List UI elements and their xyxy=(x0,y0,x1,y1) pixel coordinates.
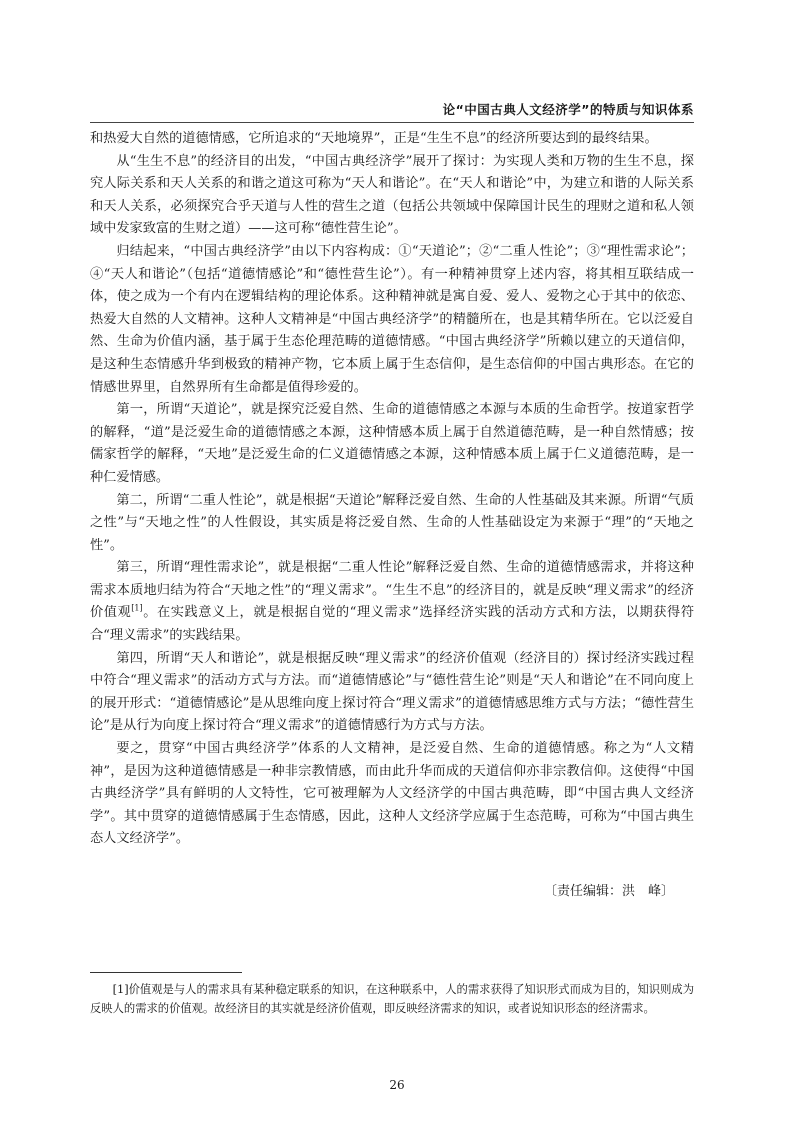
paragraph: 从“生生不息”的经济目的出发，“中国古典经济学”展开了探讨：为实现人类和万物的生生不息，探究人际关系和天人关系的和谐之道这可称为“天人和谐论”。在“天人和谐论”中，为建立和谐的人际关系和天人关系，必须探究合乎天道与人性的营生之道（包括公共领域中保障国计民生的理财之道和私人领域中发家致富的生财之道）——这可称“德性营生论”。 xyxy=(90,153,694,237)
paragraph xyxy=(90,557,694,647)
page-number: 26 xyxy=(389,1078,405,1092)
footnote-divider xyxy=(90,972,242,973)
paragraph: 第二，所谓“二重人性论”，就是根据“天道论”解释泛爱自然、生命的人性基础及其来源。所谓“气质之性”与“天地之性”的人性假设，其实质是将泛爱自然、生命的人性基础设定为来源于“理”的“天地之性”。 xyxy=(90,492,694,553)
paragraph: 第四，所谓“天人和谐论”，就是根据反映“理义需求”的经济价值观（经济目的）探讨经济实践过程中符合“理义需求”的活动方式与方法。而“道德情感论”与“德性营生论”则是“天人和谐论”在不同向度上的展开形式：“道德情感论”是从思维向度上探讨符合“理义需求”的道德情感思维方式与方法；“德性营生论”是从行为向度上探讨符合“理义需求”的道德情感行为方式与方法。 xyxy=(90,650,694,734)
footnote xyxy=(90,980,694,1018)
paragraph-text: 。在实践意义上，就是根据自觉的“理义需求”选择经济实践的活动方式和方法，以期获得符合“理义需求”的实践结果。 xyxy=(90,605,695,644)
paragraph: 要之，贯穿“中国古典经济学”体系的人文精神，是泛爱自然、生命的道德情感。称之为“人文精神”，是因为这种道德情感是一种非宗教情感，而由此升华而成的天道信仰亦非宗教信仰。这使得“中国古典经济学”具有鲜明的人文特性，它可被理解为人文经济学的中国古典范畴，即“中国古典人文经济学”。其中贯穿的道德情感属于生态情感，因此，这种人文经济学应属于生态范畴，可称为“中国古典生态人文经济学”。 xyxy=(90,741,694,847)
paragraph: 和热爱大自然的道德情感，它所追求的“天地境界”，正是“生生不息”的经济所要达到的最终结果。 xyxy=(90,131,658,146)
running-header: 论“中国古典人文经济学”的特质与知识体系 xyxy=(90,100,694,123)
editor-credit: 〔责任编辑：洪 峰〕 xyxy=(543,884,674,899)
paragraph-text: 第三，所谓“理性需求论”，就是根据“二重人性论”解释泛爱自然、生命的道德情感需求，并将这种需求本质地归结为符合“天地之性”的“理义需求”。“生生不息”的经济目的，就是反映“理义需求”的经济价值观 xyxy=(90,560,694,621)
paragraph: 归结起来，“中国古典经济学”由以下内容构成：①“天道论”；②“二重人性论”；③“理性需求论”；④“天人和谐论”（包括“道德情感论”和“德性营生论”）。有一种精神贯穿上述内容，将其相互联结成一体，使之成为一个有内在逻辑结构的理论体系。这种精神就是寓自爱、爱人、爱物之心于其中的依恋、热爱大自然的人文精神。这种人文精神是“中国古典经济学”的精髓所在，也是其精华所在。它以泛爱自然、生命为价值内涵，基于属于生态伦理范畴的道德情感。“中国古典经济学”所赖以建立的天道信仰，是这种生态情感升华到极致的精神产物，它本质上属于生态信仰，是生态信仰的中国古典形态。在它的情感世界里，自然界所有生命都是值得珍爱的。 xyxy=(90,243,694,395)
paragraph: 第一，所谓“天道论”，就是探究泛爱自然、生命的道德情感之本源与本质的生命哲学。按道家哲学的解释，“道”是泛爱生命的道德情感之本源，这种情感本质上属于自然道德范畴，是一种自然情感；按儒家哲学的解释，“天地”是泛爱生命的仁义道德情感之本源，这种情感本质上属于仁义道德范畴，是一种仁爱情感。 xyxy=(90,402,694,485)
footnote-text xyxy=(90,980,694,1018)
footnote-reference[interactable]: [1] xyxy=(131,604,143,614)
footnote-body: 价值观是与人的需求具有某种稳定联系的知识，在这种联系中，人的需求获得了知识形式而成为目的，知识则成为反映人的需求的价值观。故经济目的其实就是经济价值观，即反映经济需求的知识，或者说知识形态的经济需求。 xyxy=(90,983,694,1015)
footnote-mark: [1] xyxy=(112,983,129,996)
article-body xyxy=(90,128,694,851)
